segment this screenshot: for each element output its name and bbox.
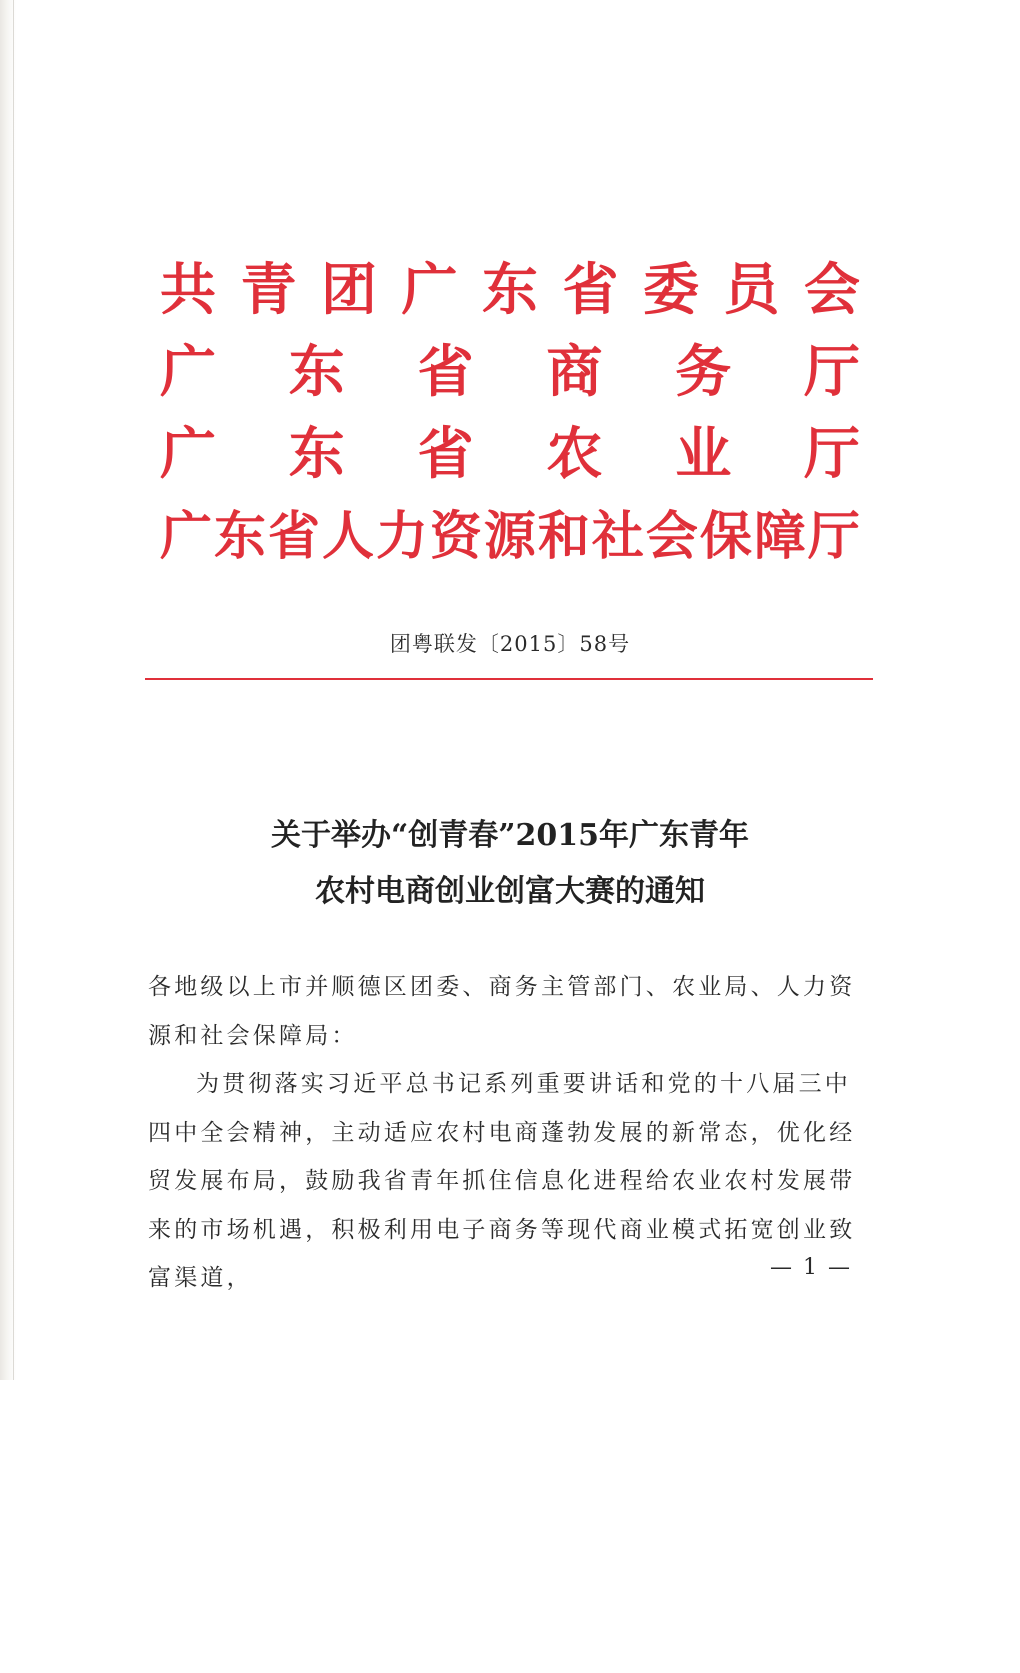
header-char: 员 [723, 258, 780, 323]
header-char: 广 [160, 422, 216, 487]
document-number: 团粤联发〔2015〕58号 [389, 632, 631, 656]
header-char: 广 [160, 340, 216, 405]
document-title [0, 808, 1020, 920]
header-char: 和 [537, 507, 590, 567]
title-line-2: 农村电商创业创富大赛的通知 [315, 874, 705, 909]
header-char: 东 [288, 422, 345, 487]
title-line-1: 关于举办“创青春”2015年广东青年 [270, 818, 749, 853]
header-char: 厅 [807, 507, 860, 567]
header-char: 厅 [803, 422, 860, 487]
header-char: 务 [675, 340, 732, 405]
header-char: 厅 [803, 340, 860, 405]
header-char: 团 [321, 258, 377, 323]
body-paragraph: 为贯彻落实习近平总书记系列重要讲话和党的十八届三中四中全会精神，主动适应农村电商蓬勃发展的新常态，优化经贸发展布局，鼓励我省青年抓住信息化进程给农业农村发展带来的市场机遇，积极利用电子商务等现代商业模式拓宽创业致富渠道， [148, 1071, 856, 1291]
header-char: 委 [643, 258, 699, 323]
scan-edge [0, 0, 16, 1380]
header-char: 共 [160, 258, 216, 323]
header-char: 东 [482, 258, 538, 323]
header-char: 业 [675, 422, 732, 487]
header-char: 省 [562, 258, 619, 323]
header-char: 会 [645, 507, 698, 567]
salutation: 各地级以上市并顺德区团委、商务主管部门、农业局、人力资源和社会保障局： [148, 974, 856, 1049]
header-char: 省 [417, 422, 474, 487]
org-line-agriculture [160, 414, 860, 496]
header-char: 农 [546, 422, 603, 487]
header-char: 省 [267, 507, 320, 567]
header-char: 东 [213, 507, 266, 567]
issuing-organizations [160, 250, 860, 578]
header-char: 源 [483, 507, 536, 567]
header-char: 青 [240, 258, 297, 323]
page-number: — 1 — [770, 1255, 852, 1280]
header-char: 广 [160, 507, 213, 567]
header-char: 资 [429, 507, 482, 567]
header-char: 省 [417, 340, 474, 405]
org-line-commerce [160, 332, 860, 414]
header-char: 人 [321, 507, 374, 567]
header-char: 障 [753, 507, 806, 567]
header-char: 力 [375, 507, 428, 567]
red-divider [145, 678, 873, 680]
header-char: 会 [804, 258, 860, 323]
header-char: 商 [546, 340, 603, 405]
org-line-human-resources [160, 496, 860, 578]
header-char: 社 [591, 507, 644, 567]
document-body [148, 963, 876, 1303]
header-char: 保 [699, 507, 752, 567]
header-char: 广 [401, 258, 458, 323]
header-char: 东 [288, 340, 345, 405]
org-line-youth-league [160, 250, 860, 332]
